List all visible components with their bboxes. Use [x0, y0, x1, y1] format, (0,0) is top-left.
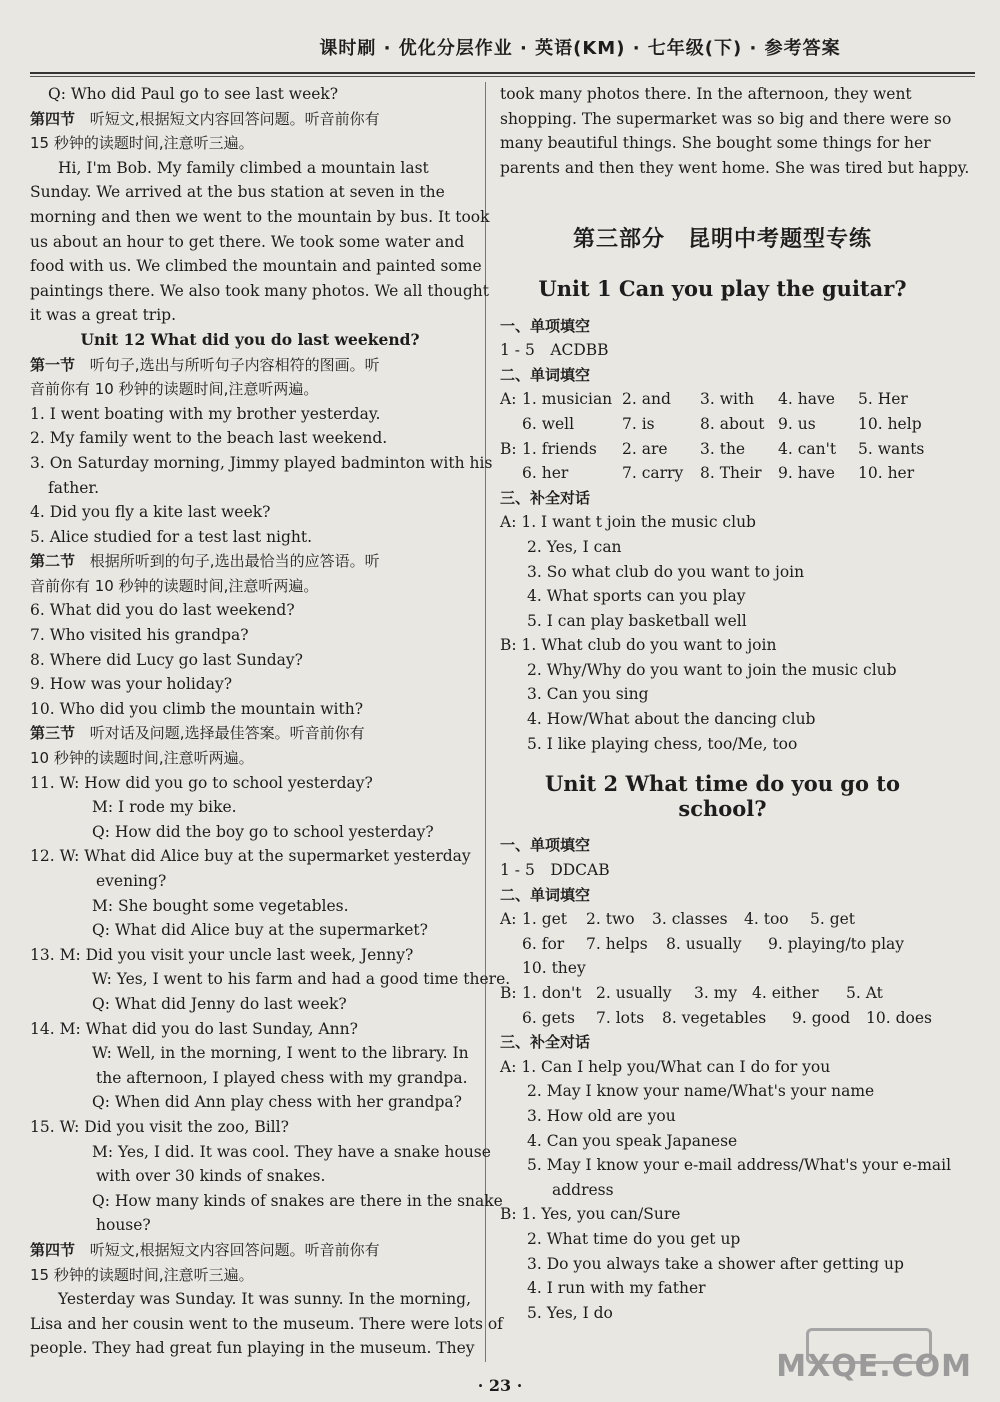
dialogue-line: 12. W: What did Alice buy at the supermarket yesterday — [30, 847, 471, 866]
right-column — [500, 82, 970, 1325]
answer-line: 5. Yes, I do — [527, 1303, 613, 1322]
header-rule-thin — [30, 76, 975, 77]
section-instruction: 音前你有 10 秒钟的读题时间,注意听两遍。 — [30, 380, 319, 399]
list-item: 2. My family went to the beach last weekend. — [30, 429, 388, 448]
passage-line: Lisa and her cousin went to the museum. There were lots of — [30, 1314, 503, 1333]
passage-line: many beautiful things. She bought some things for her — [500, 134, 931, 153]
section-instruction: 10 秒钟的读题时间,注意听两遍。 — [30, 749, 254, 768]
page-header — [0, 28, 1000, 64]
list-item: 9. How was your holiday? — [30, 675, 233, 694]
answer-row: 6. for 7. helps 8. usually 9. playing/to play — [522, 934, 905, 953]
list-item: father. — [48, 478, 99, 497]
dialogue-line: Q: How did the boy go to school yesterday? — [92, 822, 434, 841]
answer-row: A: 1. musician 2. and 3. with 4. have 5. Her — [500, 390, 908, 409]
dialogue-line: Q: When did Ann play chess with her grandpa? — [92, 1093, 462, 1112]
answer-line: 5. May I know your e-mail address/What's your e-mail — [527, 1156, 952, 1175]
answer-line: 1 - 5 DDCAB — [500, 861, 610, 880]
dialogue-line: evening? — [96, 872, 167, 890]
page-number: · 23 · — [477, 1376, 523, 1395]
section-heading: 第四节 听短文,根据短文内容回答问题。听音前你有 — [30, 1240, 380, 1259]
answer-line: B: 1. What club do you want to join — [500, 636, 777, 655]
passage-line: Sunday. We arrived at the bus station at seven in the — [30, 183, 445, 202]
section-instruction: 音前你有 10 秒钟的读题时间,注意听两遍。 — [30, 576, 319, 595]
list-item: 4. Did you fly a kite last week? — [30, 503, 271, 522]
dialogue-line: W: Yes, I went to his farm and had a good time there. — [92, 970, 511, 989]
answer-row: 6. well 7. is 8. about 9. us 10. help — [522, 414, 922, 433]
passage-line: took many photos there. In the afternoon, they went — [500, 85, 912, 103]
dialogue-line: 11. W: How did you go to school yesterday? — [30, 773, 373, 792]
list-item: 10. Who did you climb the mountain with? — [30, 699, 364, 718]
left-column — [30, 82, 511, 1361]
answer-line: 3. So what club do you want to join — [527, 562, 805, 581]
section-heading: 一、单项填空 — [500, 316, 591, 335]
dialogue-line: 15. W: Did you visit the zoo, Bill? — [30, 1117, 289, 1136]
answer-line: 3. Can you sing — [527, 685, 649, 704]
list-item: 5. Alice studied for a test last night. — [30, 527, 313, 546]
section-heading: 二、单词填空 — [500, 365, 591, 384]
unit-heading: Unit 12 What did you do last weekend? — [80, 329, 420, 349]
section-heading: 一、单项填空 — [500, 836, 591, 855]
section-instruction: 15 秒钟的读题时间,注意听三遍。 — [30, 134, 254, 153]
column-divider — [485, 82, 486, 1362]
header-title: 课时刷 · 优化分层作业 · 英语(KM) · 七年级(下) · 参考答案 — [319, 38, 841, 59]
answer-line: 3. How old are you — [527, 1106, 676, 1125]
list-item: 1. I went boating with my brother yesterday. — [30, 404, 381, 423]
answer-line: 4. What sports can you play — [527, 587, 746, 606]
answer-row: A: 1. get 2. two 3. classes 4. too 5. get — [500, 910, 856, 929]
passage-line: parents and then they went home. She was tired but happy. — [500, 158, 970, 177]
list-item: 3. On Saturday morning, Jimmy played badminton with his — [30, 453, 493, 472]
dialogue-line: 13. M: Did you visit your uncle last week, Jenny? — [30, 945, 414, 964]
passage-line: Hi, I'm Bob. My family climbed a mountain last — [58, 158, 429, 177]
passage-line: food with us. We climbed the mountain and painted some — [30, 257, 482, 276]
section-heading: 二、单词填空 — [500, 885, 591, 904]
answer-row: B: 1. friends 2. are 3. the 4. can't 5. wants — [500, 439, 925, 458]
section-heading: 三、补全对话 — [500, 1033, 591, 1052]
dialogue-line: 14. M: What did you do last Sunday, Ann? — [30, 1019, 358, 1038]
passage-line: shopping. The supermarket was so big and there were so — [500, 109, 952, 128]
passage-line: Yesterday was Sunday. It was sunny. In the morning, — [58, 1290, 472, 1309]
section-heading: 第四节 听短文,根据短文内容回答问题。听音前你有 — [30, 109, 380, 128]
passage-line: paintings there. We also took many photos. We all thought — [30, 281, 490, 300]
section-instruction: 15 秒钟的读题时间,注意听三遍。 — [30, 1265, 254, 1284]
answer-line: 4. Can you speak Japanese — [527, 1131, 738, 1150]
answer-line: 3. Do you always take a shower after getting up — [527, 1254, 904, 1273]
answer-line: A: 1. Can I help you/What can I do for you — [500, 1057, 831, 1076]
answer-line: 1 - 5 ACDBB — [500, 341, 609, 360]
dialogue-line: M: I rode my bike. — [92, 798, 237, 817]
question-line: Q: Who did Paul go to see last week? — [48, 85, 339, 103]
answer-line: A: 1. I want t join the music club — [500, 513, 756, 532]
section-heading: 第二节 根据所听到的句子,选出最恰当的应答语。听 — [30, 552, 380, 571]
list-item: 7. Who visited his grandpa? — [30, 626, 249, 645]
dialogue-line: Q: What did Alice buy at the supermarket? — [92, 921, 428, 940]
dialogue-line: with over 30 kinds of snakes. — [96, 1167, 326, 1186]
answer-line: 4. I run with my father — [527, 1279, 706, 1298]
dialogue-line: M: Yes, I did. It was cool. They have a snake house — [92, 1142, 491, 1161]
watermark-text: MXQE.COM — [776, 1349, 972, 1384]
answer-line: 4. How/What about the dancing club — [527, 710, 816, 729]
dialogue-line: Q: What did Jenny do last week? — [92, 994, 347, 1013]
section-heading: 三、补全对话 — [500, 488, 591, 507]
dialogue-line: M: She bought some vegetables. — [92, 896, 349, 915]
part-heading: 第三部分 昆明中考题型专练 — [572, 227, 872, 253]
answer-line: 5. I like playing chess, too/Me, too — [527, 734, 798, 753]
answer-line: 2. What time do you get up — [527, 1229, 741, 1248]
answer-row: 6. her 7. carry 8. Their 9. have 10. her — [522, 464, 915, 483]
dialogue-line: Q: How many kinds of snakes are there in the snake — [92, 1191, 503, 1210]
section-heading: 第三节 听对话及问题,选择最佳答案。听音前你有 — [30, 724, 365, 743]
answer-line: address — [552, 1180, 614, 1199]
list-item: 6. What did you do last weekend? — [30, 601, 295, 620]
dialogue-line: house? — [96, 1216, 151, 1235]
unit-heading: Unit 2 What time do you go to school? — [544, 771, 901, 821]
unit-heading: Unit 1 Can you play the guitar? — [538, 275, 907, 301]
dialogue-line: W: Well, in the morning, I went to the library. In — [92, 1044, 469, 1063]
answer-row: 6. gets 7. lots 8. vegetables 9. good 10. does — [522, 1008, 932, 1027]
answer-line: 2. Yes, I can — [527, 537, 622, 556]
passage-line: people. They had great fun playing in the museum. They — [30, 1339, 475, 1358]
section-heading: 第一节 听句子,选出与所听句子内容相符的图画。听 — [30, 355, 380, 374]
watermark-logo — [772, 1328, 972, 1384]
answer-line: B: 1. Yes, you can/Sure — [500, 1205, 681, 1224]
passage-line: us about an hour to get there. We took some water and — [30, 232, 465, 251]
header-rule — [30, 72, 975, 74]
answer-line: 2. Why/Why do you want to join the music club — [527, 660, 897, 679]
answer-line: 2. May I know your name/What's your name — [527, 1082, 875, 1101]
answer-line: 5. I can play basketball well — [527, 611, 747, 630]
passage-line: it was a great trip. — [30, 306, 177, 325]
answer-line: 10. they — [522, 959, 586, 978]
answer-row: B: 1. don't 2. usually 3. my 4. either 5. At — [500, 984, 883, 1002]
list-item: 8. Where did Lucy go last Sunday? — [30, 650, 303, 669]
dialogue-line: the afternoon, I played chess with my grandpa. — [96, 1068, 468, 1087]
passage-line: morning and then we went to the mountain by bus. It took — [30, 207, 490, 226]
